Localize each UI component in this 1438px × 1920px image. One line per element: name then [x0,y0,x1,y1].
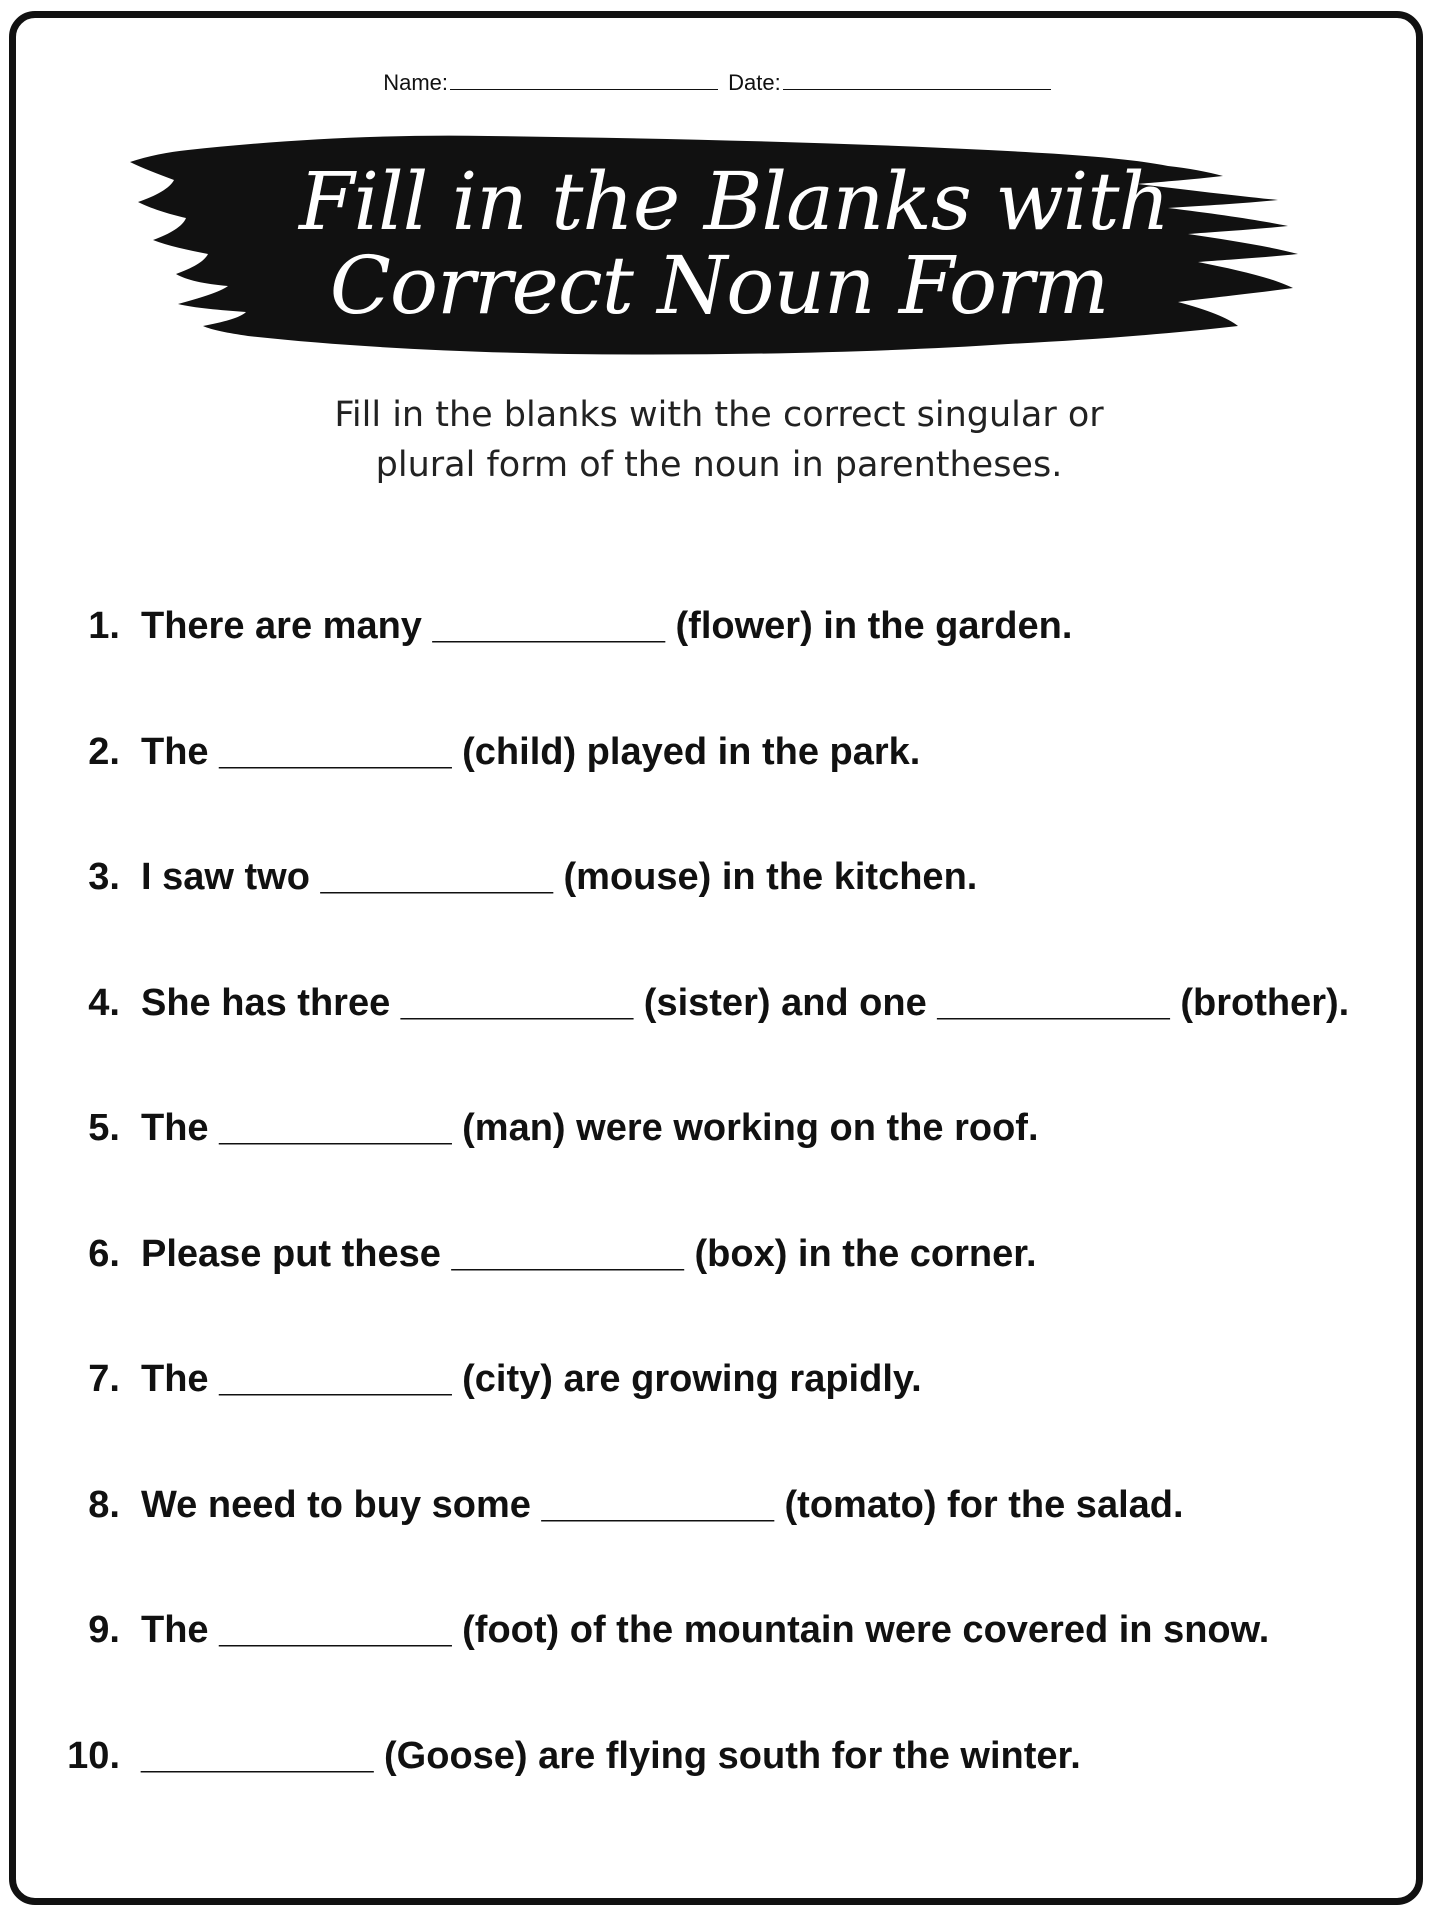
question-number: 2. [88,730,120,773]
worksheet-title [0,155,1438,332]
name-date-header [0,70,1438,96]
question-text[interactable]: ___________ (Goose) are flying south for the winter. [141,1734,1081,1777]
question-text[interactable]: The ___________ (child) played in the park. [141,730,921,773]
instructions-line-1: Fill in the blanks with the correct singular or [334,395,1104,435]
question-text[interactable]: She has three ___________ (sister) and one ___________ (brother). [141,981,1350,1024]
instructions [0,390,1438,490]
name-blank[interactable] [450,71,718,90]
question-number: 1. [88,605,120,647]
question-text[interactable]: Please put these ___________ (box) in the corner. [141,1232,1037,1275]
question-item [0,973,1438,1099]
question-item [0,1726,1438,1852]
question-number: 10. [67,1734,120,1777]
question-text[interactable]: The ___________ (city) are growing rapidly. [141,1358,922,1400]
title-line-1: Fill in the Blanks with [299,155,1169,248]
question-text[interactable]: The ___________ (man) were working on the roof. [141,1107,1039,1149]
name-label: Name: [383,70,449,95]
question-number: 6. [88,1232,120,1275]
question-text[interactable]: The ___________ (foot) of the mountain were covered in snow. [141,1609,1270,1651]
question-item [0,847,1438,973]
question-text[interactable]: We need to buy some ___________ (tomato) for the salad. [141,1483,1184,1526]
question-number: 4. [88,981,120,1024]
question-text[interactable]: I saw two ___________ (mouse) in the kitchen. [141,856,978,898]
question-item [0,1349,1438,1475]
instructions-line-2: plural form of the noun in parentheses. [375,445,1063,485]
question-item [0,1098,1438,1224]
question-item [0,596,1438,722]
question-item [0,1224,1438,1350]
title-line-2: Correct Noun Form [329,239,1109,332]
question-number: 7. [88,1358,120,1400]
question-number: 5. [88,1107,120,1149]
question-item [0,722,1438,848]
date-blank[interactable] [783,71,1051,90]
question-text[interactable]: There are many ___________ (flower) in the garden. [141,605,1073,647]
question-list [0,596,1438,1851]
question-item [0,1600,1438,1726]
question-number: 9. [88,1609,120,1651]
question-number: 8. [88,1483,120,1526]
question-item [0,1475,1438,1601]
date-label: Date: [728,70,781,95]
question-number: 3. [88,856,120,898]
